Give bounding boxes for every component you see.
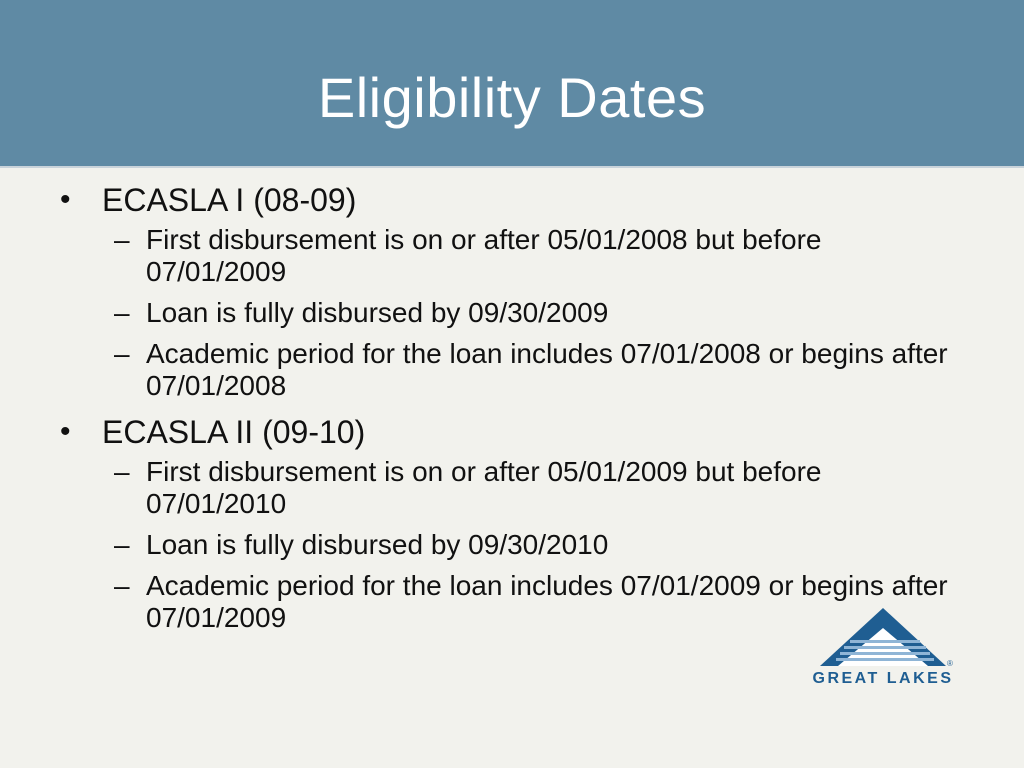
sub-bullet-text: First disbursement is on or after 05/01/2009 but before 07/01/2010 — [146, 456, 822, 519]
bullet-marker: • — [60, 183, 71, 216]
dash-marker: – — [114, 456, 130, 487]
slide-body — [60, 180, 960, 644]
sub-bullet-list — [102, 224, 960, 402]
bullet-text: ECASLA II (09-10) — [102, 414, 366, 450]
dash-marker: – — [114, 224, 130, 255]
sub-bullet-item — [102, 338, 960, 402]
sub-bullet-item — [102, 297, 960, 329]
sub-bullet-item — [102, 224, 960, 288]
sub-bullet-text: First disbursement is on or after 05/01/2008 but before 07/01/2009 — [146, 224, 822, 287]
bullet-marker: • — [60, 415, 71, 448]
sub-bullet-text: Academic period for the loan includes 07/01/2009 or begins after 07/01/2009 — [146, 570, 948, 633]
triangle-mountain-icon — [810, 606, 956, 670]
bullet-item — [60, 180, 960, 402]
logo-text: GREAT LAKES — [812, 670, 954, 687]
bullet-item — [60, 412, 960, 634]
sub-bullet-text: Loan is fully disbursed by 09/30/2009 — [146, 297, 609, 328]
sub-bullet-text: Academic period for the loan includes 07/01/2008 or begins after 07/01/2008 — [146, 338, 948, 401]
slide-title: Eligibility Dates — [317, 66, 707, 129]
sub-bullet-text: Loan is fully disbursed by 09/30/2010 — [146, 529, 609, 560]
dash-marker: – — [114, 529, 130, 560]
title-bar — [0, 0, 1024, 168]
bullet-text: ECASLA I (08-09) — [102, 182, 357, 218]
dash-marker: – — [114, 570, 130, 601]
registered-mark: ® — [947, 659, 953, 668]
dash-marker: – — [114, 297, 130, 328]
dash-marker: – — [114, 338, 130, 369]
great-lakes-logo — [810, 606, 956, 692]
sub-bullet-item — [102, 529, 960, 561]
bullet-list — [60, 180, 960, 634]
sub-bullet-item — [102, 456, 960, 520]
